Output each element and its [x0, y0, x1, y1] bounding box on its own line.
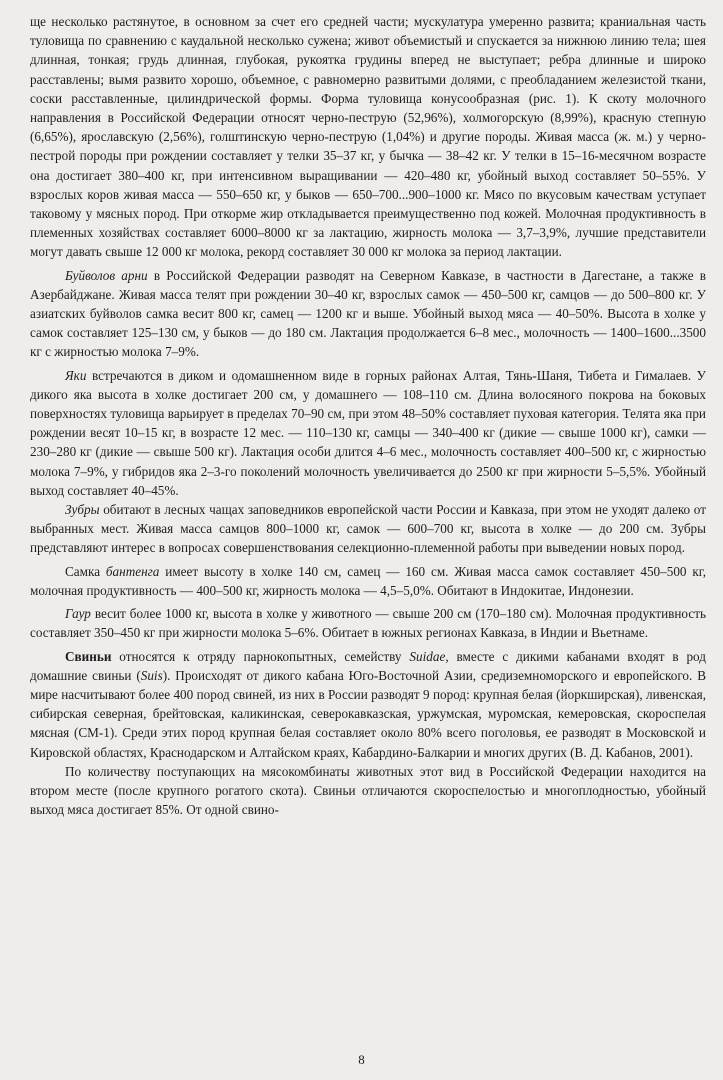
term-banteng: бантенга [105, 563, 160, 579]
paragraph-dairy-cattle: ще несколько растянутое, в основном за счет его средней части; мускулатура умеренно развита; краниальная часть туловища по сравнению с каудальной несколько сужена; живот объемистый и спускается за нижнюю линию тела; шея длинная, тонкая; грудь длинная, глубокая, рукоятка грудины вперед не выступает; ребра длинные и широко расставлены; вымя развито хорошо, объемное, с равномерно развитыми долями, с преобладанием железистой ткани, соски расставленные, цилиндрической формы. Форма туловища конусообразная (рис. 1). К скоту молочного направления в Российской Федерации относят черно-пеструю (52,96%), холмогорскую (8,99%), красную степную (6,65%), ярославскую (2,56%), голштинскую черно-пеструю (1,04%) и другие породы. Живая масса (ж. м.) у черно-пестрой породы при рождении составляет у телки 35–37 кг, у бычка — 38–42 кг. У телки в 15–16-месячном возрасте она достигает 380–400 кг, при интенсивном выращивании — 420–480 кг, убойный выход составляет 50–55%. У взрослых коров живая масса — 550–650 кг, у быков — 650–700...900–1000 кг. Мясо по вкусовым качествам уступает таковому у мясных пород. При откорме жир откладывается преимущественно под кожей. Молочная продуктивность в племенных хозяйствах составляет 6000–8000 кг за лактацию, жирность молока — 3,7–3,9%, лучшие представители могут давать свыше 12 000 кг молока, рекорд составляет 30 000 кг молока за период лактации. [30, 14, 706, 260]
paragraph-buffalo: Буйволов арни в Российской Федерации разводят на Северном Кавказе, в частности в Дагестане, а также в Азербайджане. Живая масса телят при рождении 30–40 кг, взрослых самок — 450–500 кг, самцов — до 500–800 кг. У азиатских буйволов самка весит 800 кг, самец — 1200 кг и выше. Убойный выход мяса — 40–50%. Высота в холке у самок составляет 125–130 см, у быков — до 180 см. Лактация продолжается 6–8 мес., молочность — 1400–1600...3500 кг с жирностью молока 7–9%. [30, 267, 707, 360]
paragraph-banteng: Самка бантенга имеет высоту в холке 140 см, самец — 160 см. Живая масса самок составляет 450–500 кг, молочная продуктивность — 400–500 кг, жирность молока — 4,5–5,0%. Обитают в Индокитае, Индонезии. [30, 563, 706, 598]
paragraph-gaur: Гаур весит более 1000 кг, высота в холке у животного — свыше 200 см (170–180 см). Молочная продуктивность составляет 350–450 кг при жирности молока 5–6%. Обитает в южных регионах Кавказа, в Индии и Вьетнаме. [30, 606, 706, 641]
term-buffalo: Буйволов арни [65, 267, 148, 283]
term-gaur: Гаур [65, 606, 91, 622]
paragraph-pig-production: По количеству поступающих на мясокомбинаты животных этот вид в Российской Федерации находится на втором месте (после крупного рогатого скота). Свиньи отличаются скороспелостью и многоплодностью, убойный выход мяса достигает 85%. От одной свино- [30, 763, 706, 818]
paragraph-bison: Зубры обитают в лесных чащах заповедников европейской части России и Кавказа, при этом не уходят далеко от выбранных мест. Живая масса самцов 800–1000 кг, самок — 600–700 кг, высота в холке — до 200 см. Зубры представляют интерес в вопросах совершенствования селекционно-племенной работы при выведении новых пород. [30, 502, 706, 556]
term-bison: Зубры [65, 502, 100, 518]
term-pigs: Свиньи [65, 648, 112, 664]
paragraph-yak: Яки встречаются в диком и одомашненном виде в горных районах Алтая, Тянь-Шаня, Тибета и Гималаев. У дикого яка высота в холке достигает 200 см, у домашнего — 108–110 см. Длина волосяного покрова на боковых поверхностях туловища варьирует в пределах 70–90 см, при этом 48–50% составляет пуховая категория. Телята яка при рождении весят 10–15 кг, в возрасте 12 мес. — 110–130 кг, самцы — 340–400 кг (дикие — свыше 1000 кг), самки — 230–280 кг (дикие — свыше 500 кг). Лактация особи длится 4–6 мес., молочность составляет 400–500 кг, с жирностью молока 7–9%, у гибридов яка 2–3-го поколений молочность увеличивается до 2500 кг при жирности 5–5,5%. Убойный выход составляет 40–45%. [30, 367, 706, 498]
term-yak: Яки [65, 367, 87, 383]
page-number: 8 [358, 1052, 365, 1067]
document-body [30, 12, 706, 819]
paragraph-pigs: Свиньи относятся к отряду парнокопытных, семейству Suidae, вместе с дикими кабанами входят в род домашние свиньи (Suis). Происходят от дикого кабана Юго-Восточной Азии, средиземноморского и европейского. В мире насчитывают более 400 пород свиней, из них в России разводят 9 пород: крупная белая (йоркширская), ливенская, сибирская северная, брейтовская, каликинская, северокавказская, уржумская, муромская, кемеровская, скороспелая мясная (СМ-1). Среди этих пород крупная белая составляет около 80% всего поголовья, ее разводят в Московской и Кировской областях, Краснодарском и Алтайском краях, Кабардино-Балкарии и многих других (В. Д. Кабанов, 2001). [30, 648, 706, 760]
